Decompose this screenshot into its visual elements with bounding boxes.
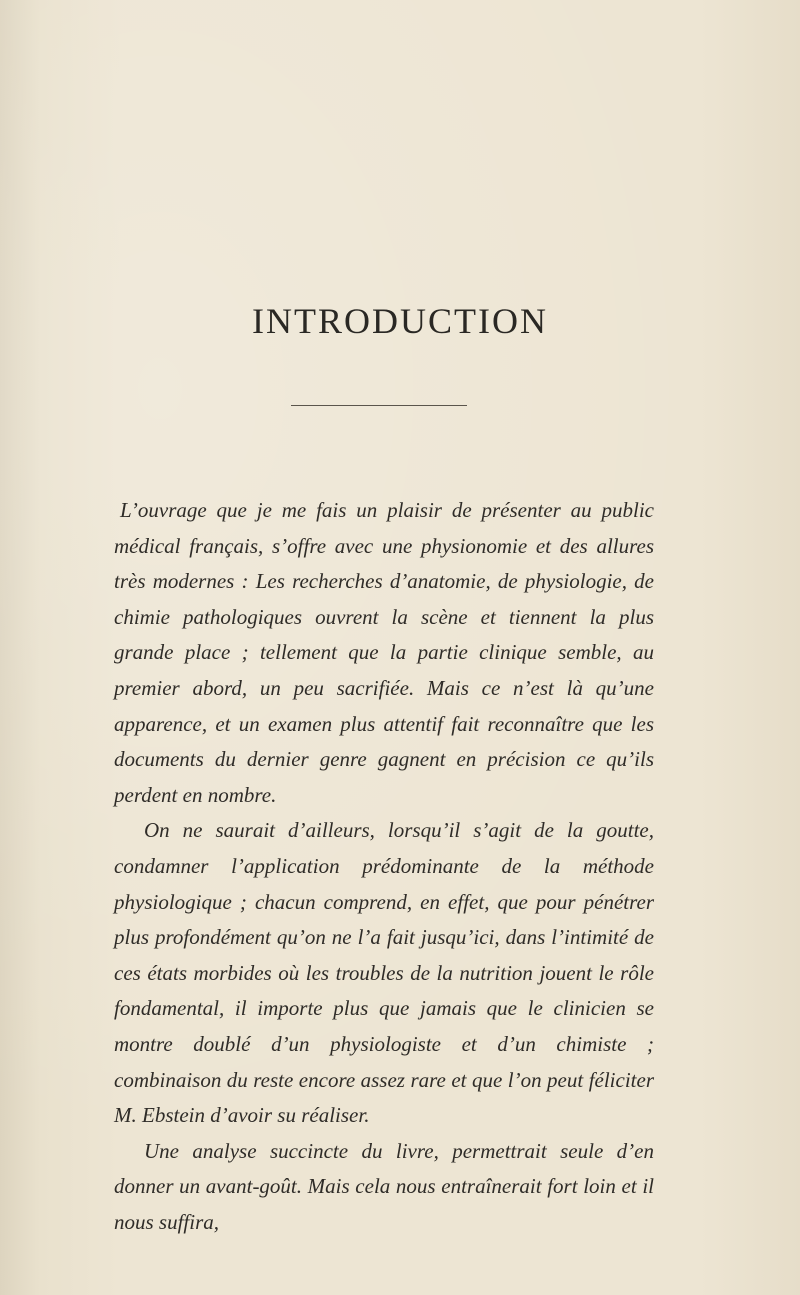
paragraph-1: L’ouvrage que je me fais un plaisir de présenter au public médical français, s’offre avec une physionomie et des allures très modernes : Les recherches d’anatomie, de physiologie, de chimie pathologiques ouvrent la scène et tiennent la plus grande place ; tellement que la partie clinique semble, au premier abord, un peu sacrifiée. Mais ce n’est là qu’une apparence, et un examen plus attentif fait reconnaître que les documents du dernier genre gagnent en précision ce qu’ils perdent en nombre.: [114, 498, 654, 807]
chapter-title: INTRODUCTION: [252, 301, 548, 341]
paragraph-2: On ne saurait d’ailleurs, lorsqu’il s’agit de la goutte, condamner l’application prédominante de la méthode physiologique ; chacun comprend, en effet, que pour pénétrer plus profondément qu’on ne l’a fait jusqu’ici, dans l’intimité de ces états morbides où les troubles de la nutrition jouent le rôle fondamental, il importe plus que jamais que le clinicien se montre doublé d’un physiologiste et d’un chimiste ; combinaison du reste encore assez rare et que l’on peut féliciter M. Ebstein d’avoir su réaliser.: [114, 818, 654, 1128]
paragraph-3: Une analyse succincte du livre, permettrait seule d’en donner un avant-goût. Mais cela nous entraînerait fort loin et il nous suffira,: [114, 1138, 654, 1234]
title-divider: [291, 405, 467, 406]
body-text: [114, 493, 654, 1240]
